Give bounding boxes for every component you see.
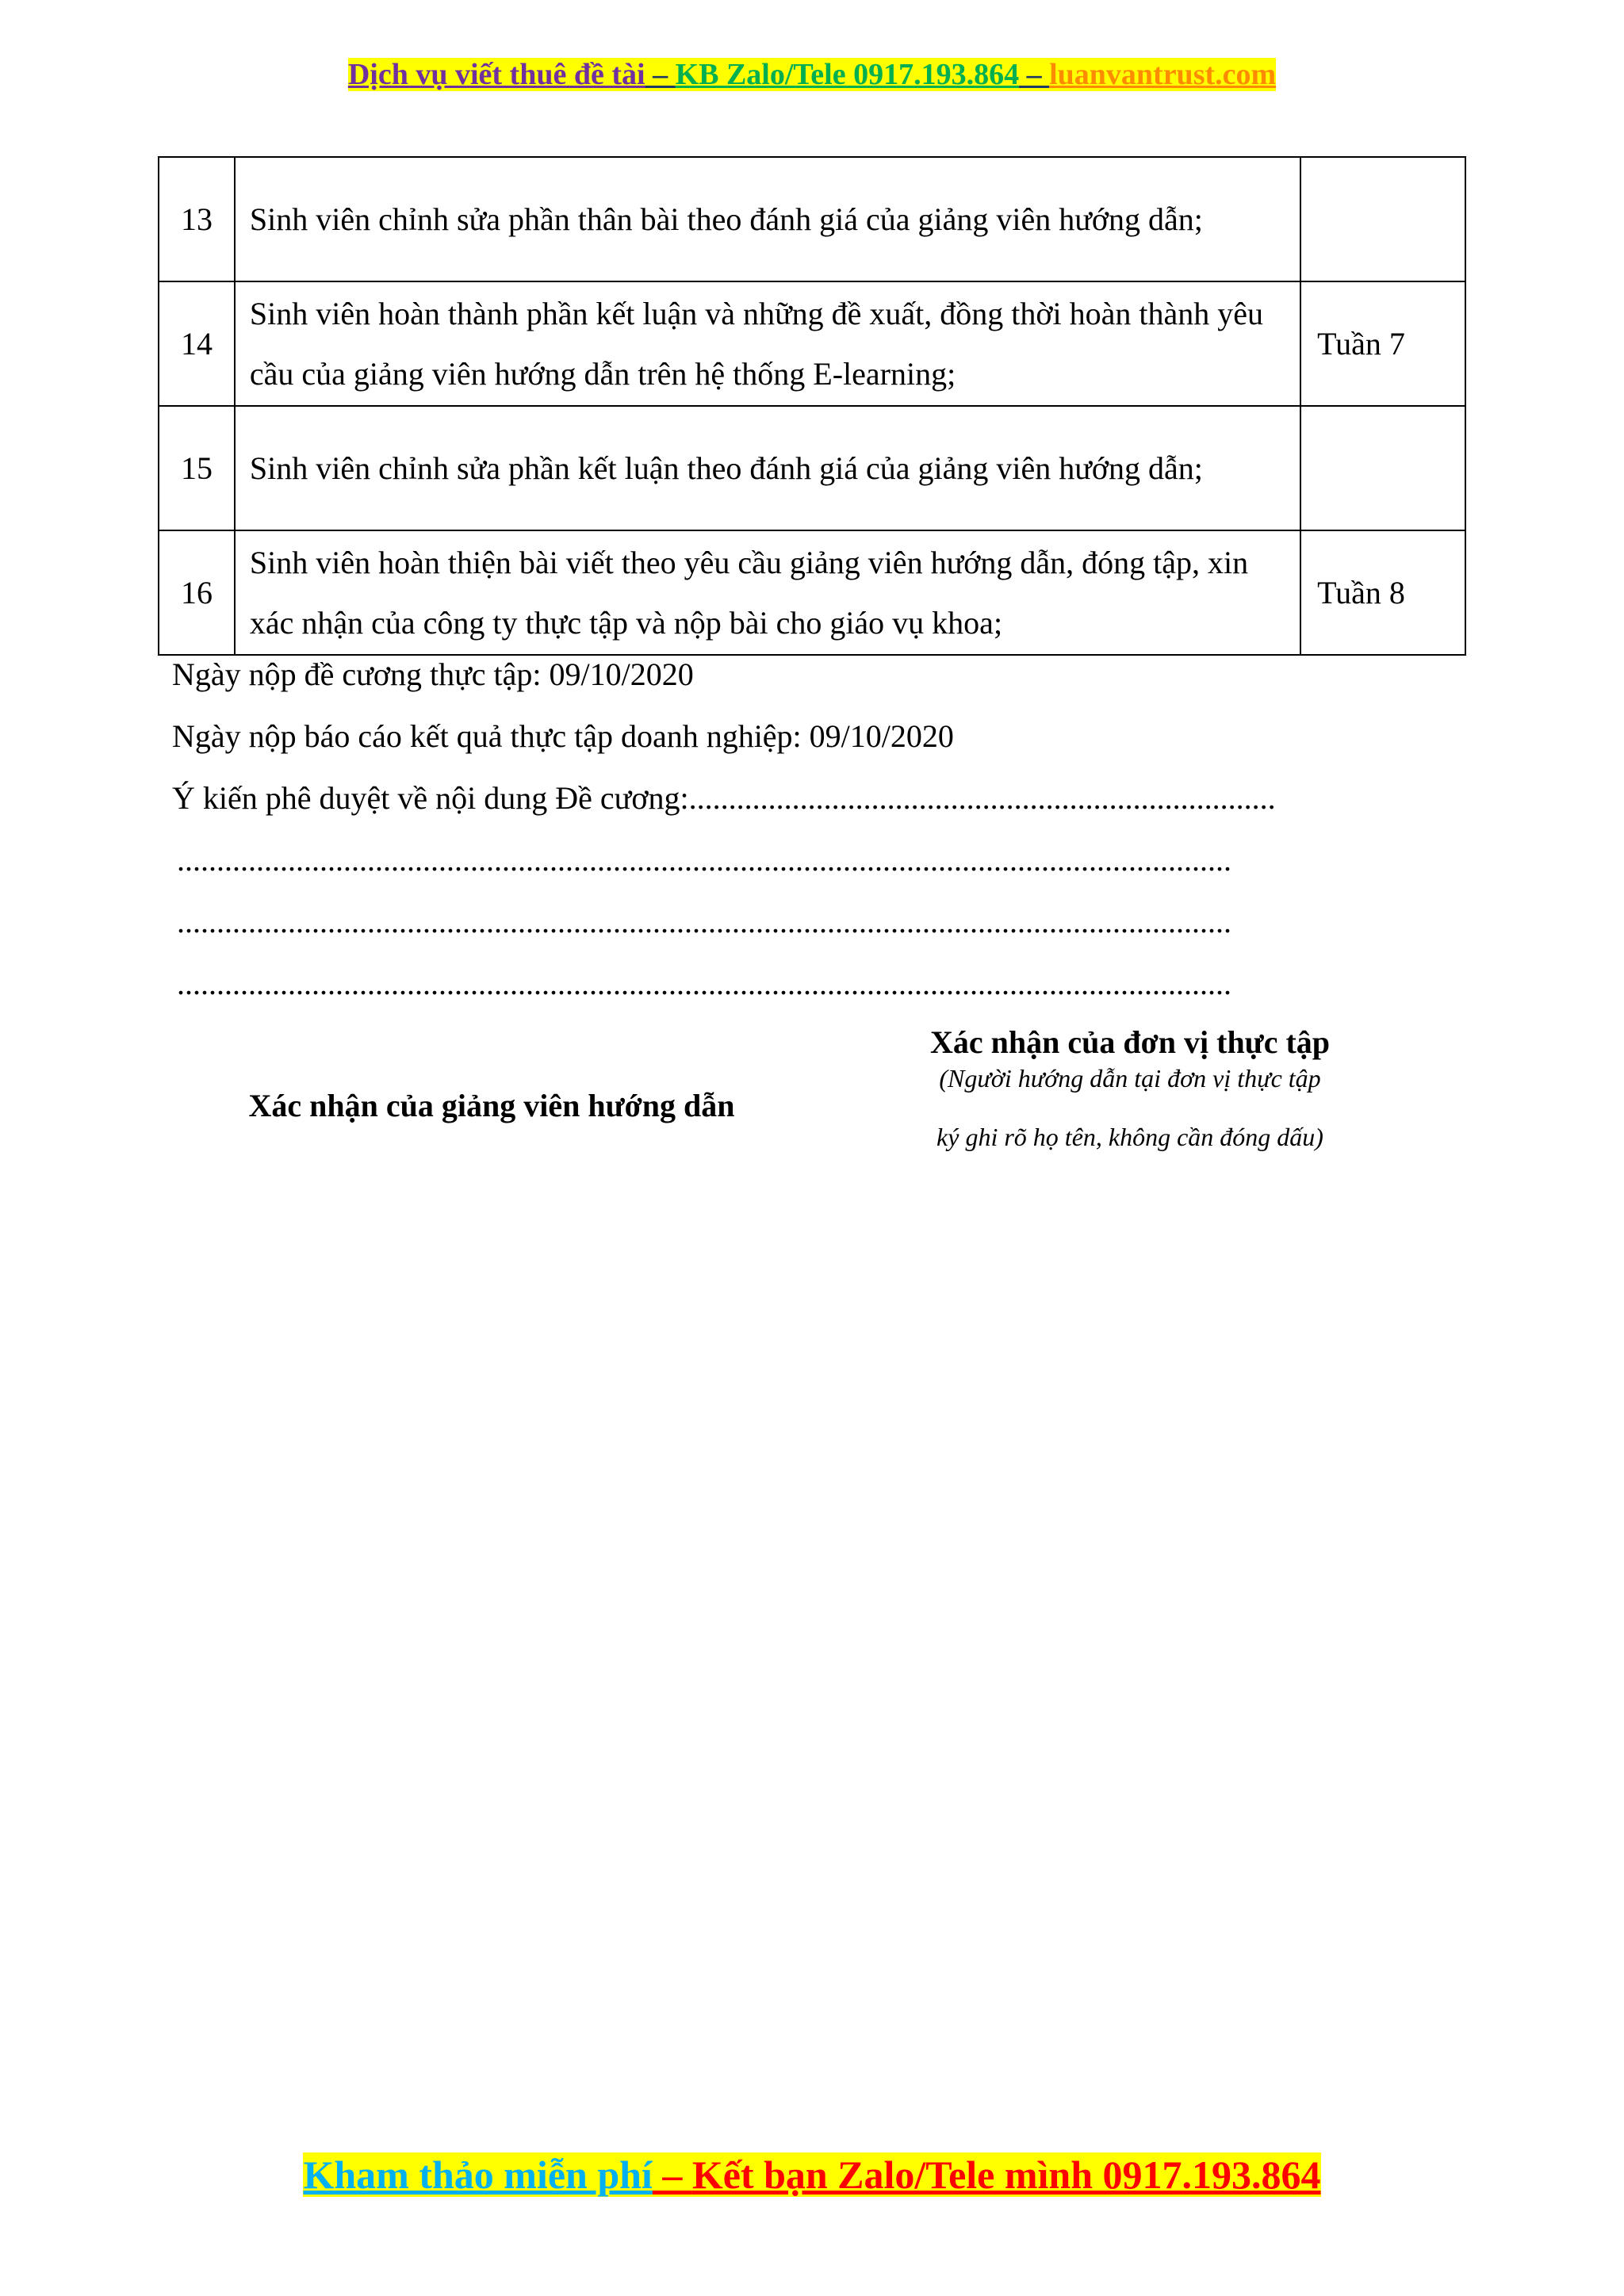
row-number: 14 xyxy=(159,281,235,406)
row-week: Tuần 8 xyxy=(1300,530,1465,655)
footer-separator: – xyxy=(652,2152,692,2197)
internship-unit-note-2: ký ghi rõ họ tên, không cần đóng dấu) xyxy=(936,1123,1323,1151)
footer-banner xyxy=(0,2150,1624,2199)
approval-dotted-line-3: ..................................................................................................................................... xyxy=(177,966,1231,1001)
approval-opinion-label: Ý kiến phê duyệt về nội dung Đề cương: xyxy=(172,780,689,816)
row-task: Sinh viên chỉnh sửa phần thân bài theo đánh giá của giảng viên hướng dẫn; xyxy=(235,157,1300,281)
row-number: 15 xyxy=(159,406,235,530)
internship-unit-note-1: (Người hướng dẫn tại đơn vị thực tập xyxy=(939,1064,1321,1093)
approval-dots: .......................................................................... xyxy=(688,780,1276,816)
header-website-link[interactable]: luanvantrust.com xyxy=(1049,58,1277,91)
report-submission-date: Ngày nộp báo cáo kết quả thực tập doanh nghiệp: 09/10/2020 xyxy=(172,718,954,754)
approval-dotted-line-2: ..................................................................................................................................... xyxy=(177,904,1231,939)
footer-contact-text: Kết bạn Zalo/Tele mình 0917.193.864 xyxy=(691,2152,1321,2197)
table-row xyxy=(159,530,1465,655)
header-banner xyxy=(0,55,1624,94)
row-task: Sinh viên chỉnh sửa phần kết luận theo đánh giá của giảng viên hướng dẫn; xyxy=(235,406,1300,530)
advisor-confirmation-title: Xác nhận của giảng viên hướng dẫn xyxy=(248,1088,735,1123)
row-number: 13 xyxy=(159,157,235,281)
header-contact-text: KB Zalo/Tele 0917.193.864 xyxy=(675,58,1020,91)
row-week xyxy=(1300,157,1465,281)
row-task: Sinh viên hoàn thiện bài viết theo yêu cầu giảng viên hướng dẫn, đóng tập, xin xác nhận của công ty thực tập và nộp bài cho giáo vụ khoa; xyxy=(235,530,1300,655)
table-row xyxy=(159,157,1465,281)
table-row xyxy=(159,281,1465,406)
approval-opinion-line xyxy=(172,779,1276,818)
footer-free-reference-text: Kham thảo miễn phí xyxy=(303,2152,653,2197)
row-number: 16 xyxy=(159,530,235,655)
task-schedule-table xyxy=(158,156,1466,656)
header-separator-1: – xyxy=(645,58,676,91)
approval-dotted-line-1: ..................................................................................................................................... xyxy=(177,842,1231,878)
outline-submission-date: Ngày nộp đề cương thực tập: 09/10/2020 xyxy=(172,656,694,692)
header-service-text: Dịch vụ viết thuê đề tài xyxy=(347,58,645,91)
row-week xyxy=(1300,406,1465,530)
internship-unit-confirmation-title: Xác nhận của đơn vị thực tập xyxy=(929,1024,1331,1060)
row-task: Sinh viên hoàn thành phần kết luận và những đề xuất, đồng thời hoàn thành yêu cầu của giảng viên hướng dẫn trên hệ thống E-learning; xyxy=(235,281,1300,406)
table-row xyxy=(159,406,1465,530)
row-week: Tuần 7 xyxy=(1300,281,1465,406)
header-separator-2: – xyxy=(1019,58,1050,91)
